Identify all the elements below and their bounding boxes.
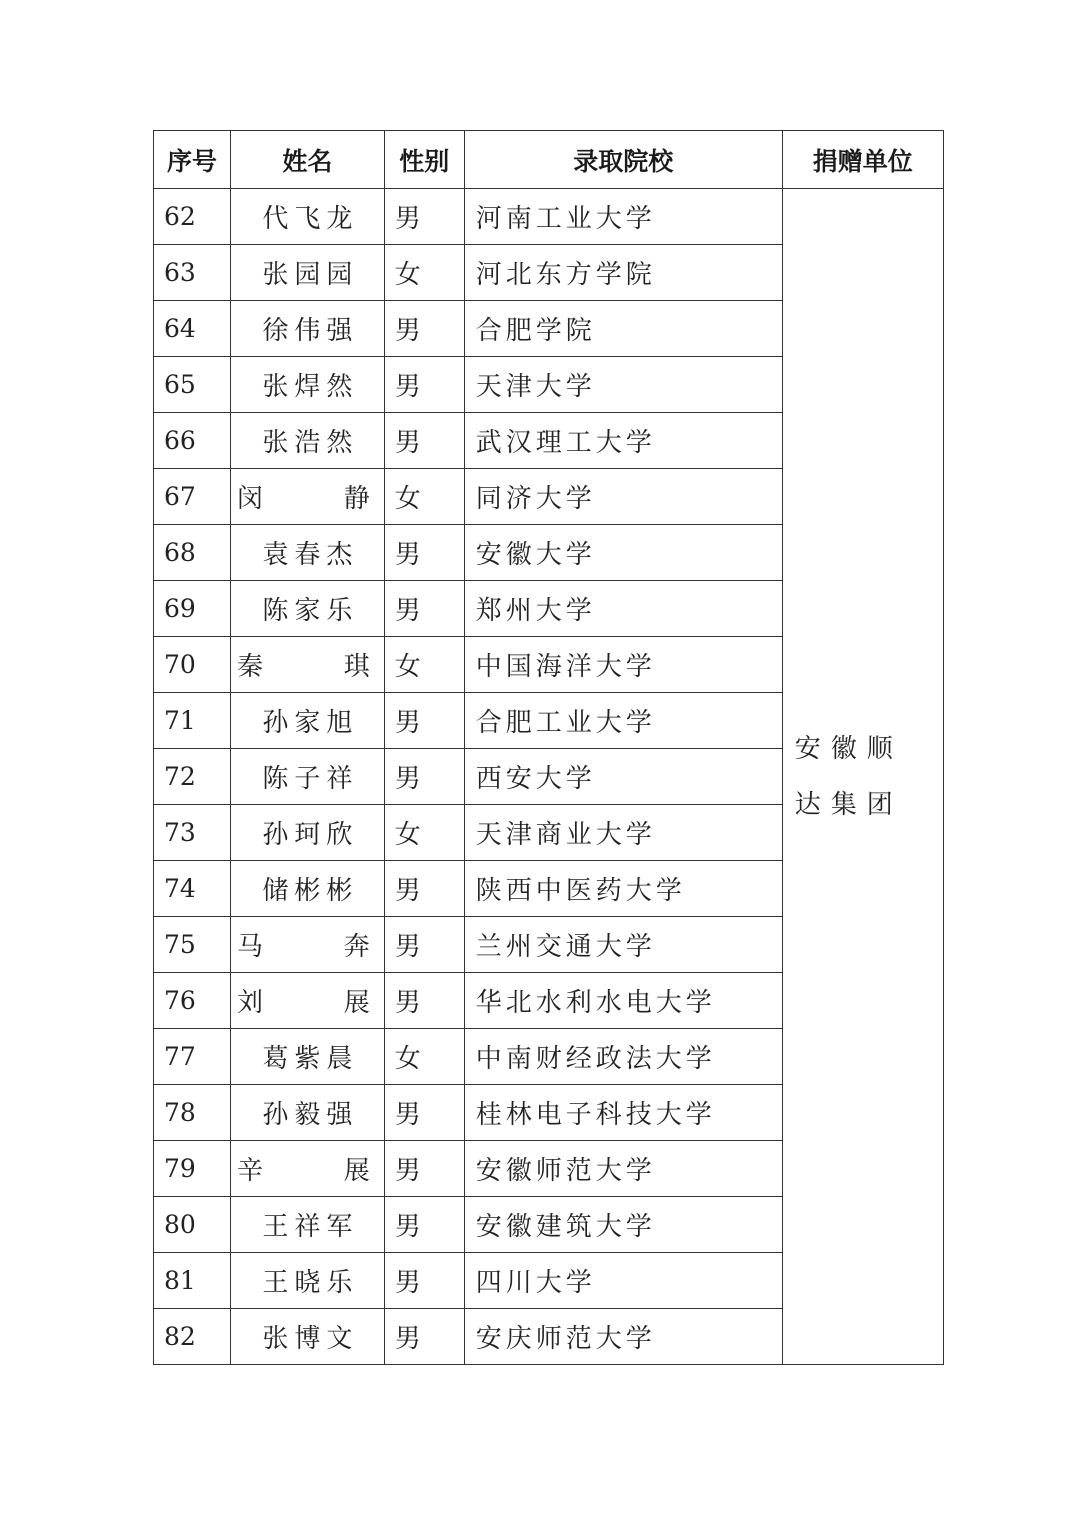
school-cell: 中国海洋大学 — [464, 637, 782, 693]
school-cell: 安徽建筑大学 — [464, 1197, 782, 1253]
school-cell: 河北东方学院 — [464, 245, 782, 301]
donor-name: 安徽顺达集团 — [794, 733, 903, 820]
gender-cell: 女 — [384, 637, 464, 693]
name-cell: 孙家旭 — [231, 693, 385, 749]
gender-cell: 男 — [384, 581, 464, 637]
seq-cell: 82 — [154, 1309, 231, 1365]
seq-cell: 76 — [154, 973, 231, 1029]
header-donor: 捐赠单位 — [782, 131, 943, 189]
school-cell: 安徽师范大学 — [464, 1141, 782, 1197]
gender-cell: 男 — [384, 301, 464, 357]
school-cell: 西安大学 — [464, 749, 782, 805]
school-cell: 兰州交通大学 — [464, 917, 782, 973]
name-cell: 辛 展 — [231, 1141, 385, 1197]
gender-cell: 女 — [384, 1029, 464, 1085]
table-header-row — [154, 131, 944, 189]
seq-cell: 63 — [154, 245, 231, 301]
gender-cell: 男 — [384, 1309, 464, 1365]
header-seq: 序号 — [154, 131, 231, 189]
school-cell: 河南工业大学 — [464, 189, 782, 245]
seq-cell: 66 — [154, 413, 231, 469]
name-cell: 张浩然 — [231, 413, 385, 469]
seq-cell: 69 — [154, 581, 231, 637]
header-school: 录取院校 — [464, 131, 782, 189]
school-cell: 郑州大学 — [464, 581, 782, 637]
gender-cell: 女 — [384, 805, 464, 861]
gender-cell: 男 — [384, 1085, 464, 1141]
seq-cell: 75 — [154, 917, 231, 973]
school-cell: 桂林电子科技大学 — [464, 1085, 782, 1141]
seq-cell: 72 — [154, 749, 231, 805]
school-cell: 陕西中医药大学 — [464, 861, 782, 917]
seq-cell: 77 — [154, 1029, 231, 1085]
name-cell: 袁春杰 — [231, 525, 385, 581]
gender-cell: 男 — [384, 413, 464, 469]
name-cell: 徐伟强 — [231, 301, 385, 357]
table-body — [154, 189, 944, 1365]
name-cell: 王晓乐 — [231, 1253, 385, 1309]
name-cell: 孙珂欣 — [231, 805, 385, 861]
gender-cell: 男 — [384, 189, 464, 245]
table-row — [154, 189, 944, 245]
name-cell: 张焊然 — [231, 357, 385, 413]
gender-cell: 男 — [384, 693, 464, 749]
gender-cell: 男 — [384, 525, 464, 581]
gender-cell: 男 — [384, 1253, 464, 1309]
seq-cell: 74 — [154, 861, 231, 917]
seq-cell: 73 — [154, 805, 231, 861]
school-cell: 安庆师范大学 — [464, 1309, 782, 1365]
name-cell: 储彬彬 — [231, 861, 385, 917]
name-cell: 陈子祥 — [231, 749, 385, 805]
gender-cell: 女 — [384, 469, 464, 525]
name-cell: 孙毅强 — [231, 1085, 385, 1141]
school-cell: 武汉理工大学 — [464, 413, 782, 469]
name-cell: 张园园 — [231, 245, 385, 301]
seq-cell: 65 — [154, 357, 231, 413]
gender-cell: 男 — [384, 917, 464, 973]
header-gender: 性别 — [384, 131, 464, 189]
name-cell: 刘 展 — [231, 973, 385, 1029]
school-cell: 四川大学 — [464, 1253, 782, 1309]
gender-cell: 男 — [384, 973, 464, 1029]
name-cell: 代飞龙 — [231, 189, 385, 245]
name-cell: 陈家乐 — [231, 581, 385, 637]
name-cell: 秦 琪 — [231, 637, 385, 693]
name-cell: 马 奔 — [231, 917, 385, 973]
seq-cell: 78 — [154, 1085, 231, 1141]
seq-cell: 80 — [154, 1197, 231, 1253]
donor-cell — [782, 189, 943, 1365]
name-cell: 张博文 — [231, 1309, 385, 1365]
gender-cell: 男 — [384, 1141, 464, 1197]
name-cell: 王祥军 — [231, 1197, 385, 1253]
recipient-table — [153, 130, 944, 1365]
gender-cell: 男 — [384, 1197, 464, 1253]
school-cell: 合肥学院 — [464, 301, 782, 357]
seq-cell: 70 — [154, 637, 231, 693]
seq-cell: 67 — [154, 469, 231, 525]
school-cell: 中南财经政法大学 — [464, 1029, 782, 1085]
seq-cell: 62 — [154, 189, 231, 245]
seq-cell: 64 — [154, 301, 231, 357]
school-cell: 天津商业大学 — [464, 805, 782, 861]
header-name: 姓名 — [231, 131, 385, 189]
school-cell: 同济大学 — [464, 469, 782, 525]
seq-cell: 81 — [154, 1253, 231, 1309]
gender-cell: 男 — [384, 357, 464, 413]
school-cell: 安徽大学 — [464, 525, 782, 581]
school-cell: 天津大学 — [464, 357, 782, 413]
gender-cell: 男 — [384, 861, 464, 917]
name-cell: 葛紫晨 — [231, 1029, 385, 1085]
school-cell: 华北水利水电大学 — [464, 973, 782, 1029]
name-cell: 闵 静 — [231, 469, 385, 525]
seq-cell: 68 — [154, 525, 231, 581]
seq-cell: 79 — [154, 1141, 231, 1197]
school-cell: 合肥工业大学 — [464, 693, 782, 749]
seq-cell: 71 — [154, 693, 231, 749]
gender-cell: 男 — [384, 749, 464, 805]
gender-cell: 女 — [384, 245, 464, 301]
